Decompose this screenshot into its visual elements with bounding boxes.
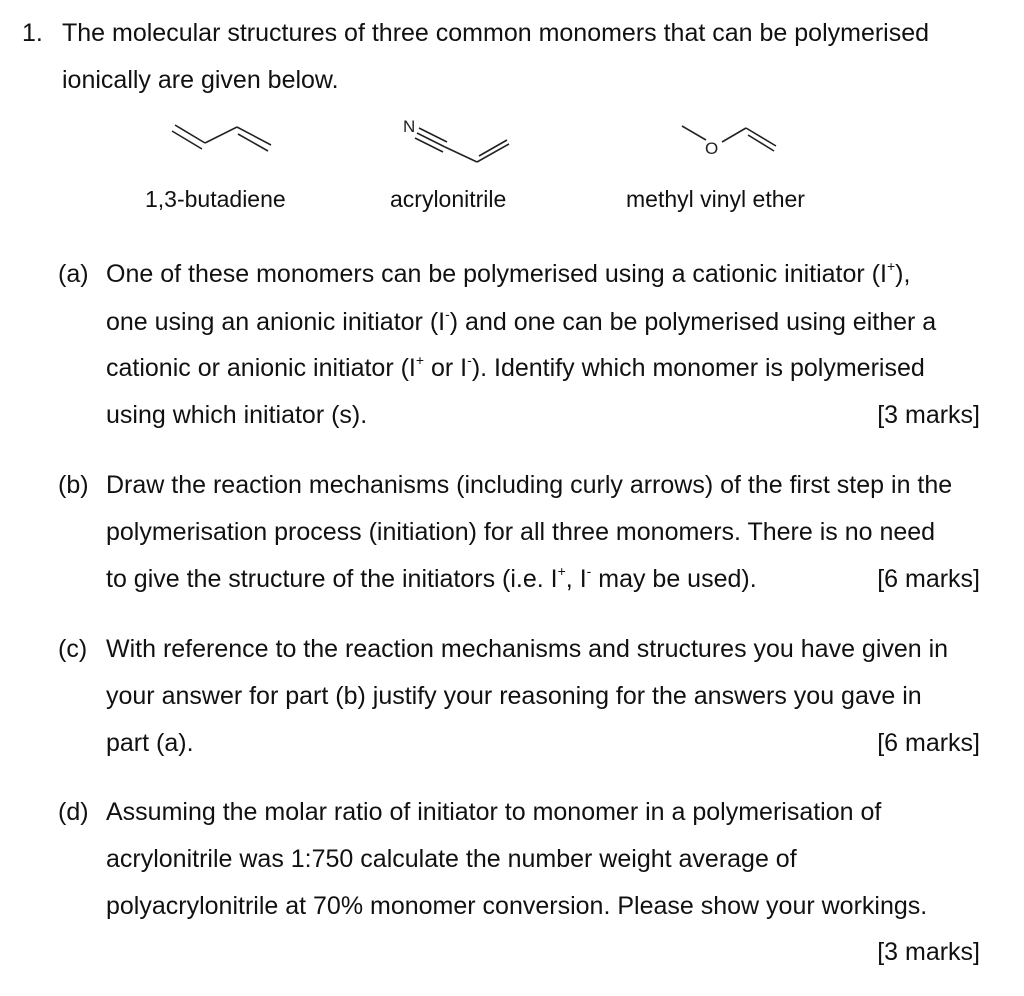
- cation-superscript: +: [415, 352, 425, 368]
- part-a-line-2: [106, 306, 937, 336]
- question-intro-line-2: ionically are given below.: [62, 66, 339, 94]
- part-b-line-3: [106, 563, 757, 593]
- part-b-marks: [6 marks]: [877, 565, 980, 593]
- cation-superscript: +: [557, 563, 566, 579]
- part-a-line-2-text: one using an anionic initiator (I: [106, 308, 446, 336]
- butadiene-structure: [165, 115, 285, 160]
- butadiene-label: 1,3-butadiene: [145, 186, 286, 212]
- cation-superscript: +: [886, 258, 896, 274]
- part-a-line-3-end: ). Identify which monomer is polymerised: [471, 354, 925, 382]
- acrylonitrile-label: acrylonitrile: [390, 186, 507, 212]
- part-c-label: (c): [58, 635, 88, 663]
- part-a-line-3: [106, 352, 925, 382]
- question-number: 1.: [22, 19, 43, 47]
- acrylonitrile-structure: [395, 112, 525, 167]
- methyl-o-bond: [682, 126, 706, 140]
- part-c-line-2: your answer for part (b) justify your reasoning for the answers you gave in: [106, 682, 922, 710]
- part-a-line-2-end: ) and one can be polymerised using either a: [449, 308, 937, 336]
- methyl-vinyl-ether-label: methyl vinyl ether: [626, 186, 805, 212]
- anion-superscript: -: [467, 352, 472, 368]
- part-d-line-2: acrylonitrile was 1:750 calculate the number weight average of: [106, 845, 797, 873]
- methyl-vinyl-ether-structure: [676, 118, 796, 163]
- o-vinyl-bond: [722, 128, 746, 142]
- part-d-label: (d): [58, 798, 89, 826]
- question-intro-line-1: The molecular structures of three common monomers that can be polymerised: [62, 19, 930, 47]
- oxygen-atom-label: O: [705, 139, 719, 158]
- part-a-line-1-end: ),: [895, 260, 911, 288]
- part-a-marks: [3 marks]: [877, 401, 980, 429]
- part-b-line-3-mid: , I: [565, 565, 587, 593]
- part-a-label: (a): [58, 260, 89, 288]
- acrylonitrile-single-bond: [445, 147, 477, 162]
- part-c-marks: [6 marks]: [877, 729, 980, 757]
- butadiene-double-bond-1a: [175, 125, 205, 143]
- butadiene-double-bond-2b: [238, 134, 268, 151]
- acrylonitrile-double-bond-a: [477, 144, 509, 162]
- part-a-line-4: using which initiator (s).: [106, 401, 368, 429]
- anion-superscript: -: [445, 306, 450, 322]
- butadiene-double-bond-1b: [172, 131, 202, 149]
- part-c-line-3: part (a).: [106, 729, 194, 757]
- nitrogen-atom-label: N: [403, 117, 416, 136]
- nitrile-triple-bond-c: [415, 138, 443, 152]
- nitrile-triple-bond-b: [417, 133, 445, 147]
- part-c-line-1: With reference to the reaction mechanisms and structures you have given in: [106, 635, 949, 663]
- nitrile-triple-bond-a: [419, 128, 447, 142]
- part-b-line-3-end: may be used).: [591, 565, 757, 593]
- part-d-line-1: Assuming the molar ratio of initiator to monomer in a polymerisation of: [106, 798, 882, 826]
- part-a-line-3-text: cationic or anionic initiator (I: [106, 354, 416, 382]
- butadiene-single-bond: [205, 127, 237, 143]
- anion-superscript: -: [586, 563, 592, 579]
- part-b-label: (b): [58, 471, 89, 499]
- part-d-line-3: polyacrylonitrile at 70% monomer conversion. Please show your workings.: [106, 892, 928, 920]
- part-a-line-3-mid: or I: [424, 354, 468, 382]
- part-a-line-1-text: One of these monomers can be polymerised using a cationic initiator (I: [106, 260, 887, 288]
- part-b-line-2: polymerisation process (initiation) for all three monomers. There is no need: [106, 518, 936, 546]
- part-b-line-3-text: to give the structure of the initiators (i.e. I: [106, 565, 558, 593]
- part-a-line-1: [106, 258, 911, 288]
- part-b-line-1: Draw the reaction mechanisms (including curly arrows) of the first step in the: [106, 471, 953, 499]
- part-d-marks: [3 marks]: [877, 938, 980, 966]
